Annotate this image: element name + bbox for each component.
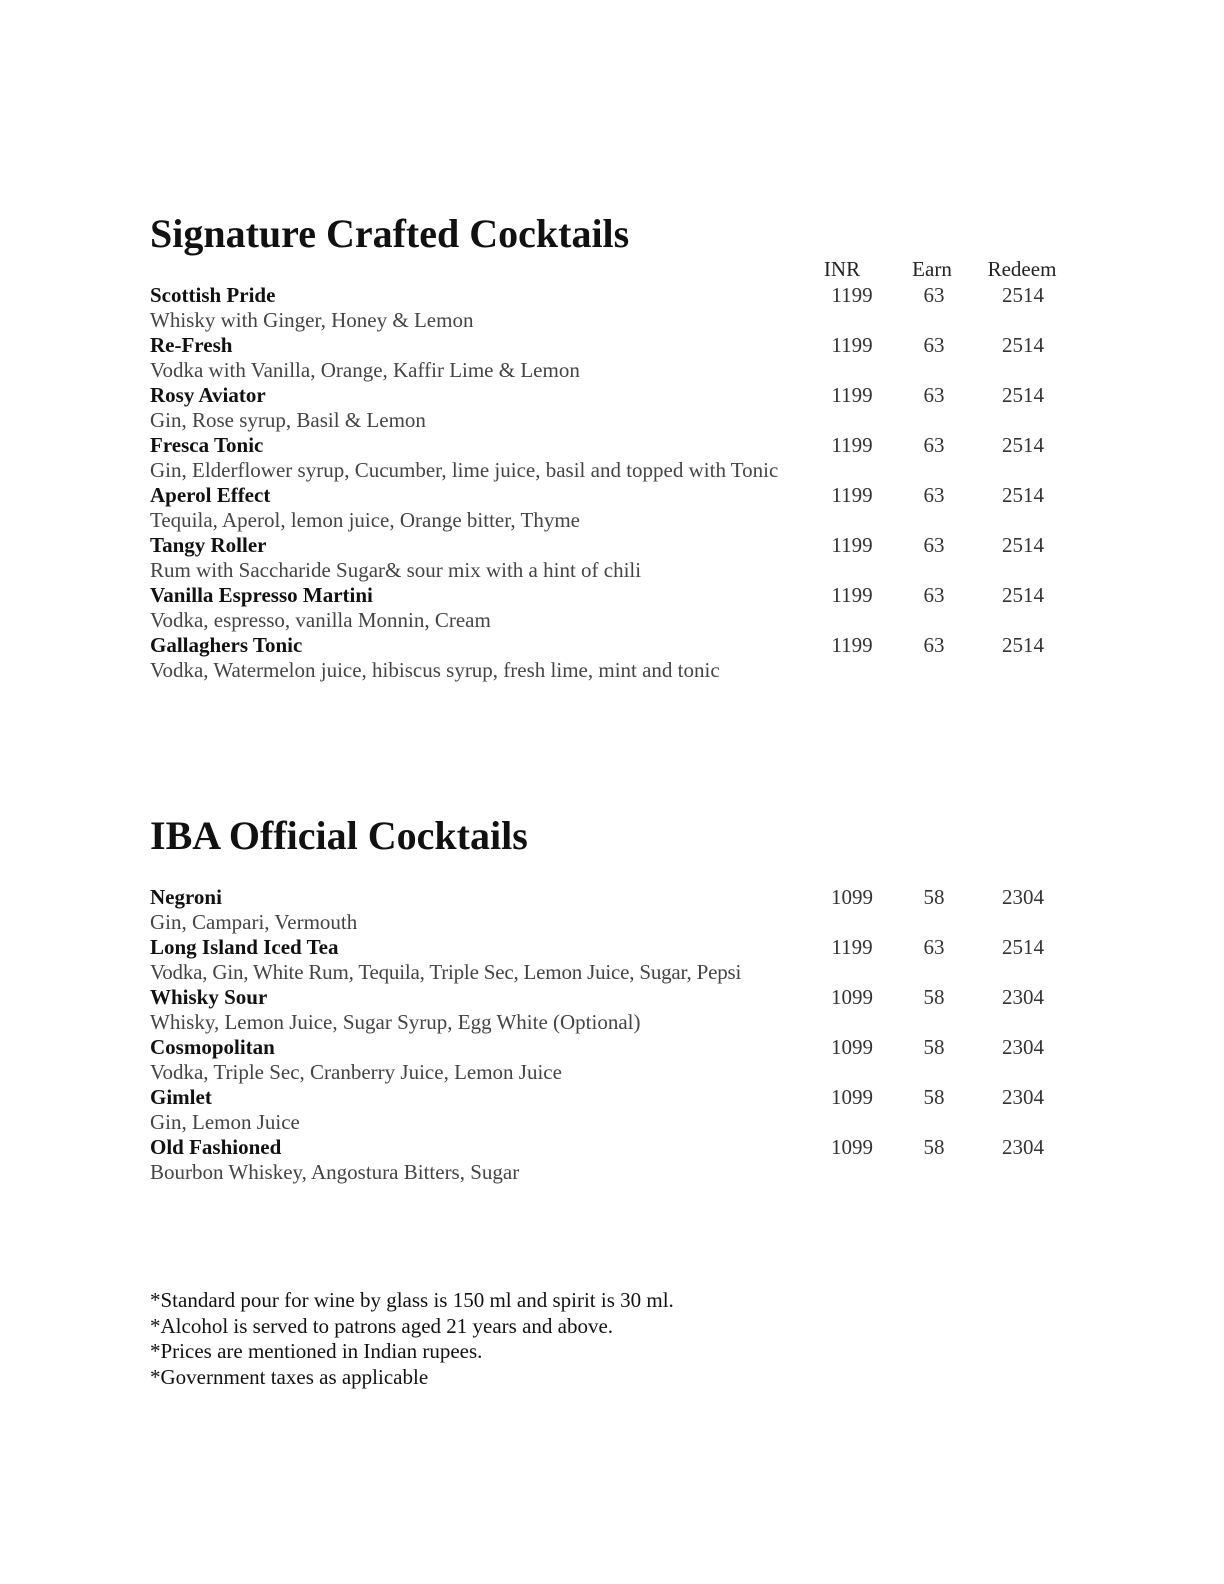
redeem-points: 2514 (1002, 633, 1044, 657)
earn-points: 63 (923, 633, 945, 657)
earn-points: 63 (923, 533, 945, 557)
header-redeem: Redeem (987, 257, 1057, 281)
cocktail-description: Vodka, Watermelon juice, hibiscus syrup, fresh lime, mint and tonic (150, 658, 720, 682)
footnote-currency: *Prices are mentioned in Indian rupees. (150, 1339, 483, 1363)
cocktail-name: Fresca Tonic (150, 433, 264, 457)
header-earn: Earn (912, 257, 952, 281)
redeem-points: 2304 (1002, 1085, 1044, 1109)
cocktail-description: Vodka with Vanilla, Orange, Kaffir Lime & Lemon (150, 358, 580, 382)
cocktail-description: Tequila, Aperol, lemon juice, Orange bitter, Thyme (150, 508, 581, 532)
price-inr: 1199 (831, 583, 873, 607)
earn-points: 63 (923, 583, 945, 607)
list-item (150, 533, 1080, 583)
cocktail-name: Old Fashioned (150, 1135, 282, 1159)
cocktail-description: Gin, Elderflower syrup, Cucumber, lime juice, basil and topped with Tonic (150, 458, 779, 482)
price-inr: 1199 (831, 935, 873, 959)
list-item (150, 583, 1080, 633)
section-title-signature: Signature Crafted Cocktails (150, 211, 630, 256)
cocktail-name: Gimlet (150, 1085, 212, 1109)
price-inr: 1199 (831, 333, 873, 357)
redeem-points: 2514 (1002, 483, 1044, 507)
earn-points: 58 (923, 885, 945, 909)
price-inr: 1199 (831, 633, 873, 657)
earn-points: 58 (923, 1085, 945, 1109)
cocktail-name: Negroni (150, 885, 222, 909)
cocktail-name: Whisky Sour (150, 985, 268, 1009)
earn-points: 63 (923, 383, 945, 407)
cocktail-name: Re-Fresh (150, 333, 233, 357)
earn-points: 63 (923, 483, 945, 507)
list-item (150, 1035, 1080, 1085)
earn-points: 63 (923, 433, 945, 457)
price-inr: 1199 (831, 433, 873, 457)
list-item (150, 283, 1080, 333)
cocktail-description: Bourbon Whiskey, Angostura Bitters, Sugar (150, 1160, 520, 1184)
list-item (150, 383, 1080, 433)
cocktail-description: Rum with Saccharide Sugar& sour mix with a hint of chili (150, 558, 642, 582)
price-inr: 1099 (831, 1085, 873, 1109)
redeem-points: 2304 (1002, 985, 1044, 1009)
earn-points: 58 (923, 1035, 945, 1059)
cocktail-name: Tangy Roller (150, 533, 267, 557)
footnote-taxes: *Government taxes as applicable (150, 1364, 429, 1389)
earn-points: 63 (923, 935, 945, 959)
cocktail-description: Whisky with Ginger, Honey & Lemon (150, 308, 474, 332)
price-inr: 1199 (831, 383, 873, 407)
list-item (150, 433, 1080, 483)
price-inr: 1199 (831, 533, 873, 557)
cocktail-name: Aperol Effect (150, 483, 271, 507)
footnotes (150, 1288, 674, 1390)
price-inr: 1099 (831, 885, 873, 909)
price-inr: 1199 (831, 483, 873, 507)
list-item (150, 633, 1080, 683)
list-item (150, 1085, 1080, 1135)
cocktail-name: Long Island Iced Tea (150, 935, 339, 959)
footnote-pour: *Standard pour for wine by glass is 150 ml and spirit is 30 ml. (150, 1288, 674, 1312)
list-item (150, 483, 1080, 533)
earn-points: 63 (923, 333, 945, 357)
redeem-points: 2514 (1002, 383, 1044, 407)
cocktail-description: Vodka, Gin, White Rum, Tequila, Triple Sec, Lemon Juice, Sugar, Pepsi (150, 960, 742, 984)
footnote-age: *Alcohol is served to patrons aged 21 years and above. (150, 1313, 614, 1338)
list-item (150, 935, 1080, 985)
redeem-points: 2514 (1002, 333, 1044, 357)
cocktail-name: Rosy Aviator (150, 383, 266, 407)
redeem-points: 2514 (1002, 433, 1044, 457)
cocktail-description: Gin, Lemon Juice (150, 1110, 300, 1134)
price-inr: 1099 (831, 1135, 873, 1159)
cocktail-name: Scottish Pride (150, 283, 276, 307)
iba-cocktail-list (150, 885, 1080, 1185)
price-inr: 1099 (831, 1035, 873, 1059)
earn-points: 63 (923, 283, 945, 307)
header-inr: INR (823, 257, 861, 281)
list-item (150, 985, 1080, 1035)
earn-points: 58 (923, 985, 945, 1009)
cocktail-description: Vodka, Triple Sec, Cranberry Juice, Lemon Juice (150, 1060, 562, 1084)
redeem-points: 2514 (1002, 935, 1044, 959)
list-item (150, 333, 1080, 383)
redeem-points: 2304 (1002, 1035, 1044, 1059)
column-headers (0, 257, 1224, 283)
redeem-points: 2514 (1002, 533, 1044, 557)
redeem-points: 2304 (1002, 885, 1044, 909)
redeem-points: 2514 (1002, 283, 1044, 307)
redeem-points: 2304 (1002, 1135, 1044, 1159)
cocktail-name: Gallaghers Tonic (150, 633, 303, 657)
list-item (150, 885, 1080, 935)
signature-cocktail-list (150, 283, 1080, 683)
cocktail-description: Whisky, Lemon Juice, Sugar Syrup, Egg White (Optional) (150, 1010, 641, 1034)
section-title-iba: IBA Official Cocktails (150, 813, 528, 858)
redeem-points: 2514 (1002, 583, 1044, 607)
price-inr: 1099 (831, 985, 873, 1009)
cocktail-name: Vanilla Espresso Martini (150, 583, 373, 607)
earn-points: 58 (923, 1135, 945, 1159)
cocktail-description: Gin, Rose syrup, Basil & Lemon (150, 408, 426, 432)
cocktail-description: Vodka, espresso, vanilla Monnin, Cream (150, 608, 491, 632)
price-inr: 1199 (831, 283, 873, 307)
cocktail-description: Gin, Campari, Vermouth (150, 910, 358, 934)
list-item (150, 1135, 1080, 1185)
cocktail-name: Cosmopolitan (150, 1035, 275, 1059)
